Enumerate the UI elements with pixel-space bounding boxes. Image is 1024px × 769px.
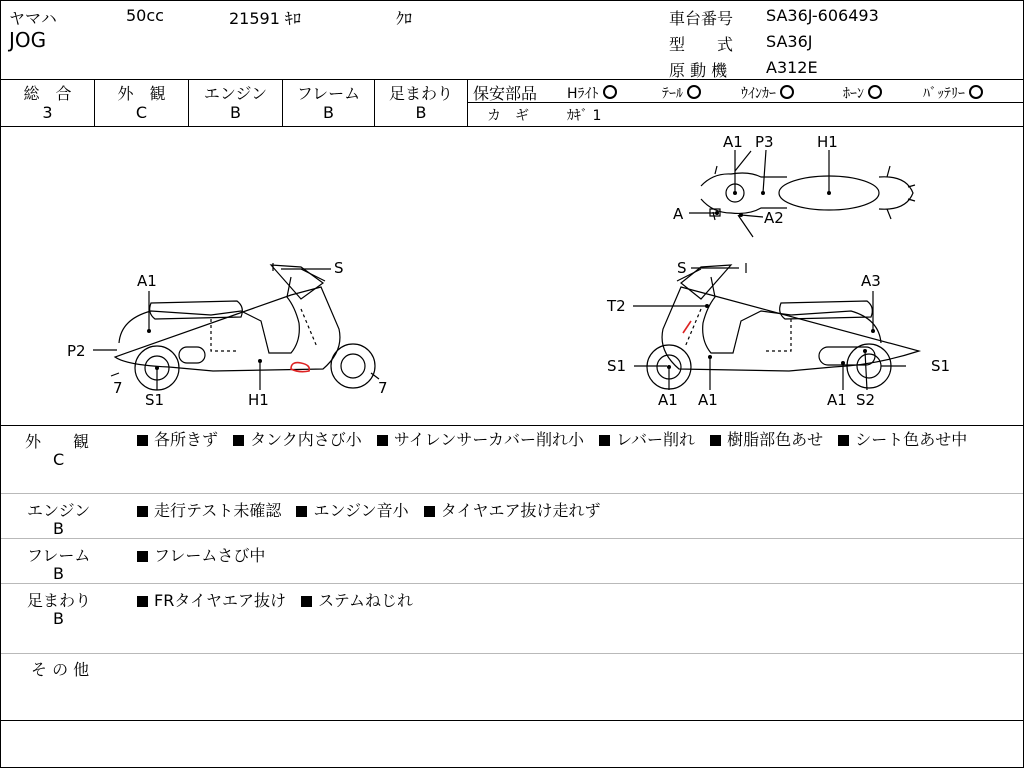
grade-total-value: 3 — [42, 103, 53, 122]
grade-engine-value: B — [230, 103, 241, 122]
diagram-label: H1 — [248, 391, 269, 409]
remark-engine-list — [137, 498, 610, 521]
bullet-square-icon — [424, 506, 435, 517]
grade-engine-label: エンジン — [203, 84, 268, 103]
safety-item-label: ｳｲﾝｶｰ — [741, 86, 776, 102]
grade-suspension-value: B — [415, 103, 427, 122]
remark-item: レバー削れ — [599, 430, 695, 449]
bullet-square-icon — [233, 435, 244, 446]
bullet-square-icon — [137, 551, 148, 562]
safety-item-label: ﾎｰﾝ — [843, 86, 864, 102]
damage-mark — [291, 363, 309, 372]
divider — [1, 538, 1023, 539]
diagram-label: A1 — [137, 272, 157, 290]
bullet-square-icon — [137, 506, 148, 517]
type-label: 型 式 — [669, 35, 734, 54]
diagram-label: A1 — [698, 391, 718, 409]
safety-label: 保安部品 — [473, 84, 538, 103]
grade-frame-value: B — [323, 103, 334, 122]
bullet-square-icon — [710, 435, 721, 446]
remark-item: 各所きず — [137, 430, 218, 449]
diagram-label: A — [673, 205, 684, 223]
grade-exterior-label: 外 観 — [117, 84, 166, 103]
key-label: カ ギ — [487, 108, 529, 124]
damage-mark — [683, 321, 691, 333]
bullet-square-icon — [838, 435, 849, 446]
bullet-square-icon — [137, 596, 148, 607]
diagram-label: S1 — [607, 357, 627, 375]
grade-frame-label: フレーム — [296, 84, 361, 103]
safety-item-label: Hﾗｲﾄ — [567, 86, 599, 102]
scooter-top-view — [701, 151, 915, 237]
diagram-label: 7 — [378, 379, 388, 397]
remark-frame-label: フレーム — [27, 546, 91, 565]
remark-item: フレームさび中 — [137, 546, 265, 565]
divider — [1, 425, 1023, 426]
bullet-square-icon — [377, 435, 388, 446]
remark-frame-grade: B — [53, 564, 64, 583]
engine-no: A312E — [766, 58, 818, 77]
remark-suspension-list — [137, 588, 423, 611]
remark-item: FRタイヤエア抜け — [137, 591, 286, 610]
displacement: 50cc — [126, 6, 164, 25]
diagram-label: A1 — [658, 391, 678, 409]
type-value: SA36J — [766, 32, 813, 51]
model-name: JOG — [9, 28, 47, 52]
bullet-square-icon — [296, 506, 307, 517]
remark-item: 走行テスト未確認 — [137, 501, 281, 520]
diagram-label: P2 — [67, 342, 86, 360]
maker: ヤマハ — [9, 9, 57, 28]
frame-no-label: 車台番号 — [669, 9, 734, 28]
divider — [1, 653, 1023, 654]
divider — [1, 720, 1023, 721]
bullet-square-icon — [301, 596, 312, 607]
diagram-label: S — [677, 259, 687, 277]
key-value: ｶｷﾞ 1 — [567, 108, 602, 124]
diagram-label: A2 — [764, 209, 784, 227]
grade-total-label: 総 合 — [23, 84, 72, 103]
remark-item: タンク内さび小 — [233, 430, 362, 449]
diagram-label: A1 — [827, 391, 847, 409]
color: ｸﾛ — [396, 9, 413, 28]
grade-exterior-value: C — [135, 103, 148, 122]
remark-item: シート色あせ中 — [838, 430, 967, 449]
bullet-square-icon — [599, 435, 610, 446]
engine-no-label: 原 動 機 — [669, 61, 728, 80]
remark-engine-grade: B — [53, 519, 64, 538]
diagram-label: S1 — [145, 391, 165, 409]
remark-item: ステムねじれ — [301, 591, 413, 610]
diagram-label: A1 — [723, 133, 743, 151]
diagram-label: S — [334, 259, 344, 277]
diagram-label: S1 — [931, 357, 951, 375]
diagram-label: P3 — [755, 133, 774, 151]
safety-item-label: ﾊﾞｯﾃﾘｰ — [923, 86, 965, 102]
grade-suspension-label: 足まわり — [388, 84, 453, 103]
remark-engine-label: エンジン — [27, 501, 91, 520]
remark-suspension-label: 足まわり — [27, 591, 92, 610]
diagram-label: 7 — [113, 379, 123, 397]
divider — [1, 493, 1023, 494]
remark-exterior-grade: C — [53, 450, 65, 469]
remark-exterior-label: 外 観 — [25, 432, 90, 451]
diagram-label: A3 — [861, 272, 881, 290]
diagram-label: T2 — [607, 297, 626, 315]
diagram-label: H1 — [817, 133, 838, 151]
remark-suspension-grade: B — [53, 609, 64, 628]
remark-item: 樹脂部色あせ — [710, 430, 823, 449]
remark-exterior-list — [137, 429, 1017, 450]
remark-item: エンジン音小 — [296, 501, 408, 520]
diagram-label: S2 — [856, 391, 876, 409]
remark-other-label: そ の 他 — [31, 660, 90, 679]
safety-item-label: ﾃｰﾙ — [662, 86, 683, 102]
remark-item: タイヤエア抜け走れず — [424, 501, 601, 520]
remark-item: サイレンサーカバー削れ小 — [377, 430, 584, 449]
mileage: 21591 ｷﾛ — [229, 9, 301, 28]
divider — [1, 583, 1023, 584]
frame-no: SA36J-606493 — [766, 6, 879, 25]
bullet-square-icon — [137, 435, 148, 446]
remark-frame-list — [137, 543, 275, 566]
